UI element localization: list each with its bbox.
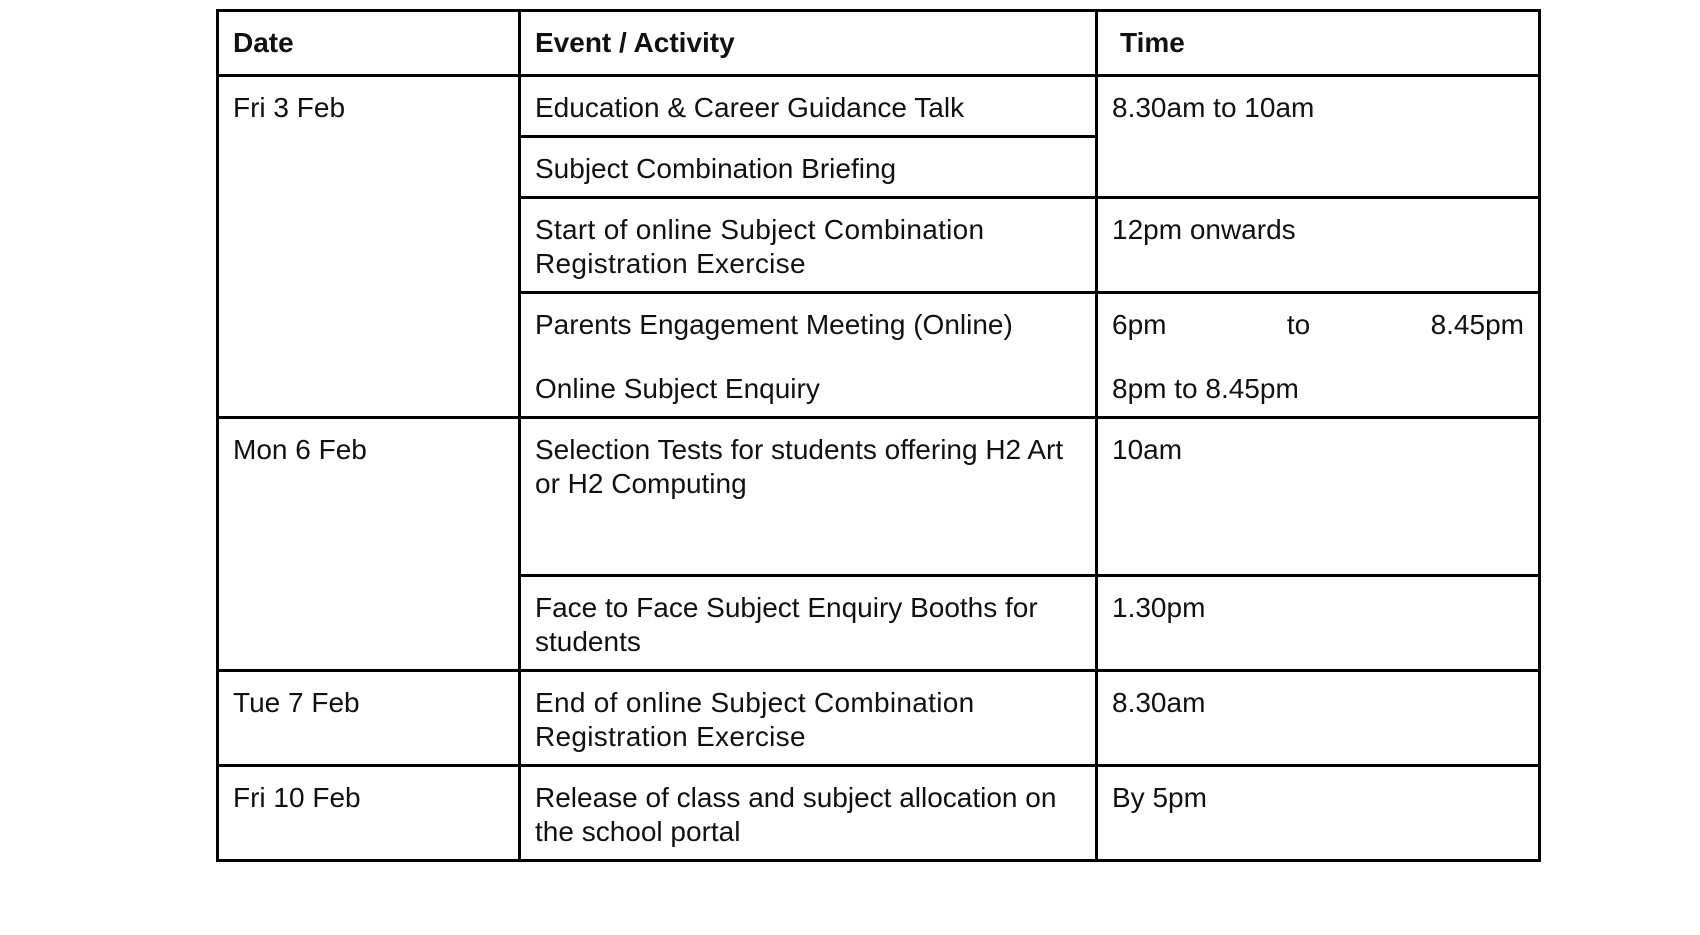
table-row xyxy=(218,671,1540,766)
time-text: 8pm to 8.45pm xyxy=(1112,373,1299,404)
date-cell: Tue 7 Feb xyxy=(218,671,520,766)
event-cell: Selection Tests for students offering H2 Art or H2 Computing xyxy=(520,418,1097,576)
time-part: to xyxy=(1286,309,1311,340)
time-spread xyxy=(1112,308,1524,342)
header-time: Time xyxy=(1097,11,1540,76)
table-row xyxy=(218,76,1540,137)
time-cell: 8.30am xyxy=(1097,671,1540,766)
date-cell: Fri 3 Feb xyxy=(218,76,520,418)
time-cell: 10am xyxy=(1097,418,1540,576)
time-cell: 12pm onwards xyxy=(1097,198,1540,293)
date-cell: Mon 6 Feb xyxy=(218,418,520,671)
table-row xyxy=(218,766,1540,861)
time-cell: 8.30am to 10am xyxy=(1097,76,1540,198)
header-event: Event / Activity xyxy=(520,11,1097,76)
event-cell xyxy=(520,293,1097,418)
header-row xyxy=(218,11,1540,76)
event-cell: Release of class and subject allocation on the school portal xyxy=(520,766,1097,861)
event-cell: Face to Face Subject Enquiry Booths for students xyxy=(520,576,1097,671)
event-text: Parents Engagement Meeting (Online) xyxy=(535,309,1013,340)
time-part: 6pm xyxy=(1112,309,1167,340)
spacer xyxy=(1112,342,1524,376)
event-cell: Subject Combination Briefing xyxy=(520,137,1097,198)
date-cell: Fri 10 Feb xyxy=(218,766,520,861)
event-cell: End of online Subject Combination Registration Exercise xyxy=(520,671,1097,766)
event-cell: Education & Career Guidance Talk xyxy=(520,76,1097,137)
event-cell: Start of online Subject Combination Registration Exercise xyxy=(520,198,1097,293)
table-row xyxy=(218,418,1540,576)
header-date: Date xyxy=(218,11,520,76)
time-part: 8.45pm xyxy=(1430,309,1524,340)
schedule-table xyxy=(216,9,1541,862)
event-text: Online Subject Enquiry xyxy=(535,373,820,404)
time-cell xyxy=(1097,293,1540,418)
spacer xyxy=(535,342,1081,376)
time-cell: 1.30pm xyxy=(1097,576,1540,671)
time-cell: By 5pm xyxy=(1097,766,1540,861)
